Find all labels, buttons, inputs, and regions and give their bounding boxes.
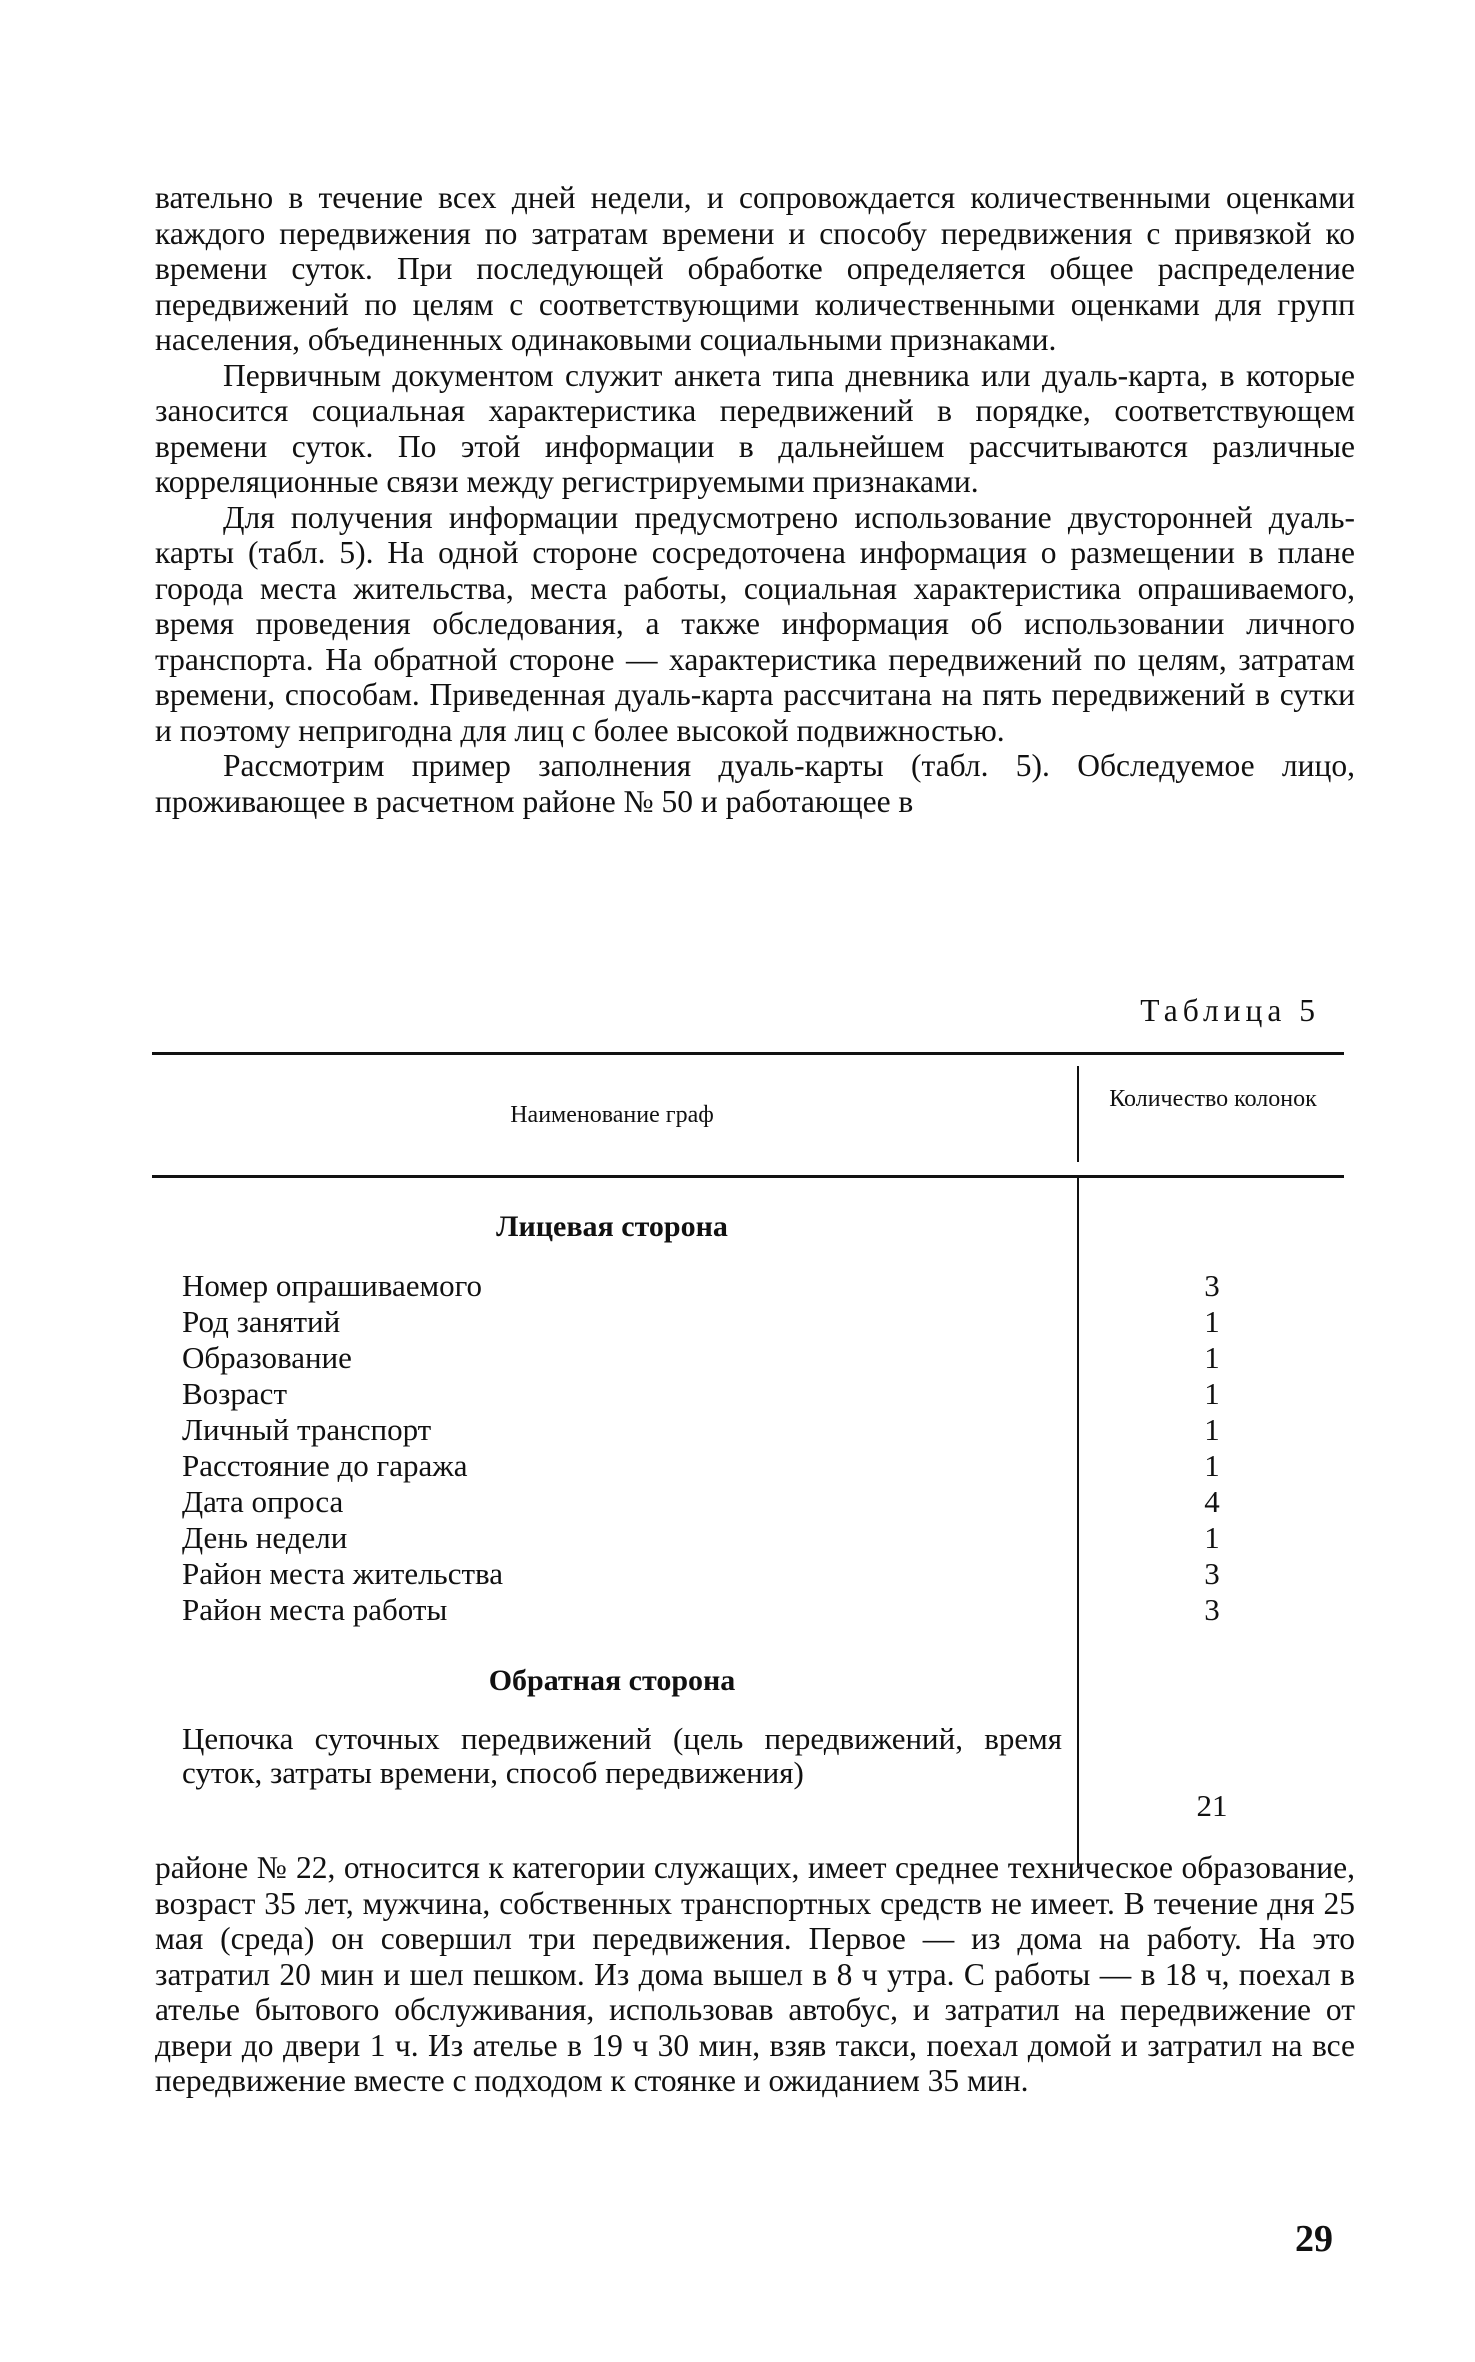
row-count: 3 bbox=[1204, 1268, 1220, 1303]
continuation-text bbox=[155, 1850, 1355, 2099]
row-name: День недели bbox=[182, 1520, 348, 1555]
row-name: Личный транспорт bbox=[182, 1412, 432, 1447]
table-row bbox=[152, 1484, 1344, 1520]
column-header-name: Наименование граф bbox=[510, 1102, 714, 1128]
paragraph: Для получения информации предусмотрено использование двусторонней дуаль-карты (табл. 5). На одной стороне сосредоточена информация о размещении в плане города места жительства, места работы, социальная характеристика опрашиваемого, время проведения обследования, а также информация об использовании личного транспорта. На обратной стороне — характеристика передвижений по целям, затратам времени, способам. Приведенная дуаль-карта рассчитана на пять передвижений в сутки и поэтому непригодна для лиц с более высокой подвижностью. bbox=[155, 499, 1355, 748]
row-count: 1 bbox=[1204, 1520, 1220, 1555]
row-count: 1 bbox=[1204, 1340, 1220, 1375]
row-count: 1 bbox=[1204, 1304, 1220, 1339]
table-row bbox=[152, 1592, 1344, 1628]
table-row bbox=[152, 1304, 1344, 1340]
table-row-chain: Цепочка суточных передвижений (цель передвижений, время суток, затраты времени, способ передвижения) bbox=[182, 1721, 1062, 1790]
intro-text bbox=[155, 180, 1355, 819]
section-title-front: Лицевая сторона bbox=[496, 1210, 728, 1243]
row-name: Род занятий bbox=[182, 1304, 341, 1339]
row-name: Район места жительства bbox=[182, 1556, 503, 1591]
row-name: Образование bbox=[182, 1340, 352, 1375]
row-count: 3 bbox=[1204, 1556, 1220, 1591]
row-count: 4 bbox=[1204, 1484, 1220, 1519]
row-count: 1 bbox=[1204, 1376, 1220, 1411]
row-count: 21 bbox=[1196, 1788, 1228, 1823]
paragraph: Первичным документом служит анкета типа дневника или дуаль-карта, в которые заносится социальная характеристика передвижений в порядке, соответствующем времени суток. По этой информации в дальнейшем рассчитываются различные корреляционные связи между регистрируемыми признаками. bbox=[155, 357, 1355, 499]
row-count: 1 bbox=[1204, 1412, 1220, 1447]
table-top-rule bbox=[152, 1052, 1344, 1055]
row-name: Расстояние до гаража bbox=[182, 1448, 468, 1483]
table-header-divider bbox=[1077, 1066, 1079, 1162]
table-row bbox=[152, 1556, 1344, 1592]
row-name: Номер опрашиваемого bbox=[182, 1268, 483, 1303]
column-header-count: Количество колонок bbox=[1109, 1086, 1317, 1112]
paragraph: районе № 22, относится к категории служащих, имеет среднее техническое образование, возраст 35 лет, мужчина, собственных транспортных средств не имеет. В течение дня 25 мая (среда) он совершил три передвижения. Первое — из дома на работу. На это затратил 20 мин и шел пешком. Из дома вышел в 8 ч утра. С работы — в 18 ч, поехал в ателье бытового обслуживания, использовав автобус, и затратил на передвижение от двери до двери 1 ч. Из ателье в 19 ч 30 мин, взяв такси, поехал домой и затратил на все передвижение вместе с подходом к стоянке и ожиданием 35 мин. bbox=[155, 1850, 1355, 2098]
page-number: 29 bbox=[1295, 2218, 1333, 2260]
table-row bbox=[152, 1448, 1344, 1484]
table-row bbox=[152, 1340, 1344, 1376]
table-row bbox=[152, 1412, 1344, 1448]
table-header-rule bbox=[152, 1175, 1344, 1178]
section-title-back: Обратная сторона bbox=[488, 1664, 736, 1697]
table-caption: Таблица 5 bbox=[1140, 993, 1320, 1028]
row-name: Район места работы bbox=[182, 1592, 448, 1627]
row-count: 3 bbox=[1204, 1592, 1220, 1627]
row-count: 1 bbox=[1204, 1448, 1220, 1483]
paragraph: вательно в течение всех дней недели, и сопровождается количественными оценками каждого передвижения по затратам времени и способу передвижения с привязкой ко времени суток. При последующей обработке определяется общее распределение передвижений по целям с соответствующими количественными оценками для групп населения, объединенных одинаковыми социальными признаками. bbox=[155, 180, 1355, 357]
row-name: Дата опроса bbox=[182, 1484, 344, 1519]
table-row bbox=[152, 1520, 1344, 1556]
row-name: Возраст bbox=[182, 1376, 287, 1411]
table-row bbox=[152, 1268, 1344, 1304]
table-5 bbox=[152, 1052, 1344, 1822]
paragraph: Рассмотрим пример заполнения дуаль-карты (табл. 5). Обследуемое лицо, проживающее в расчетном районе № 50 и работающее в bbox=[155, 748, 1355, 819]
table-row bbox=[152, 1376, 1344, 1412]
